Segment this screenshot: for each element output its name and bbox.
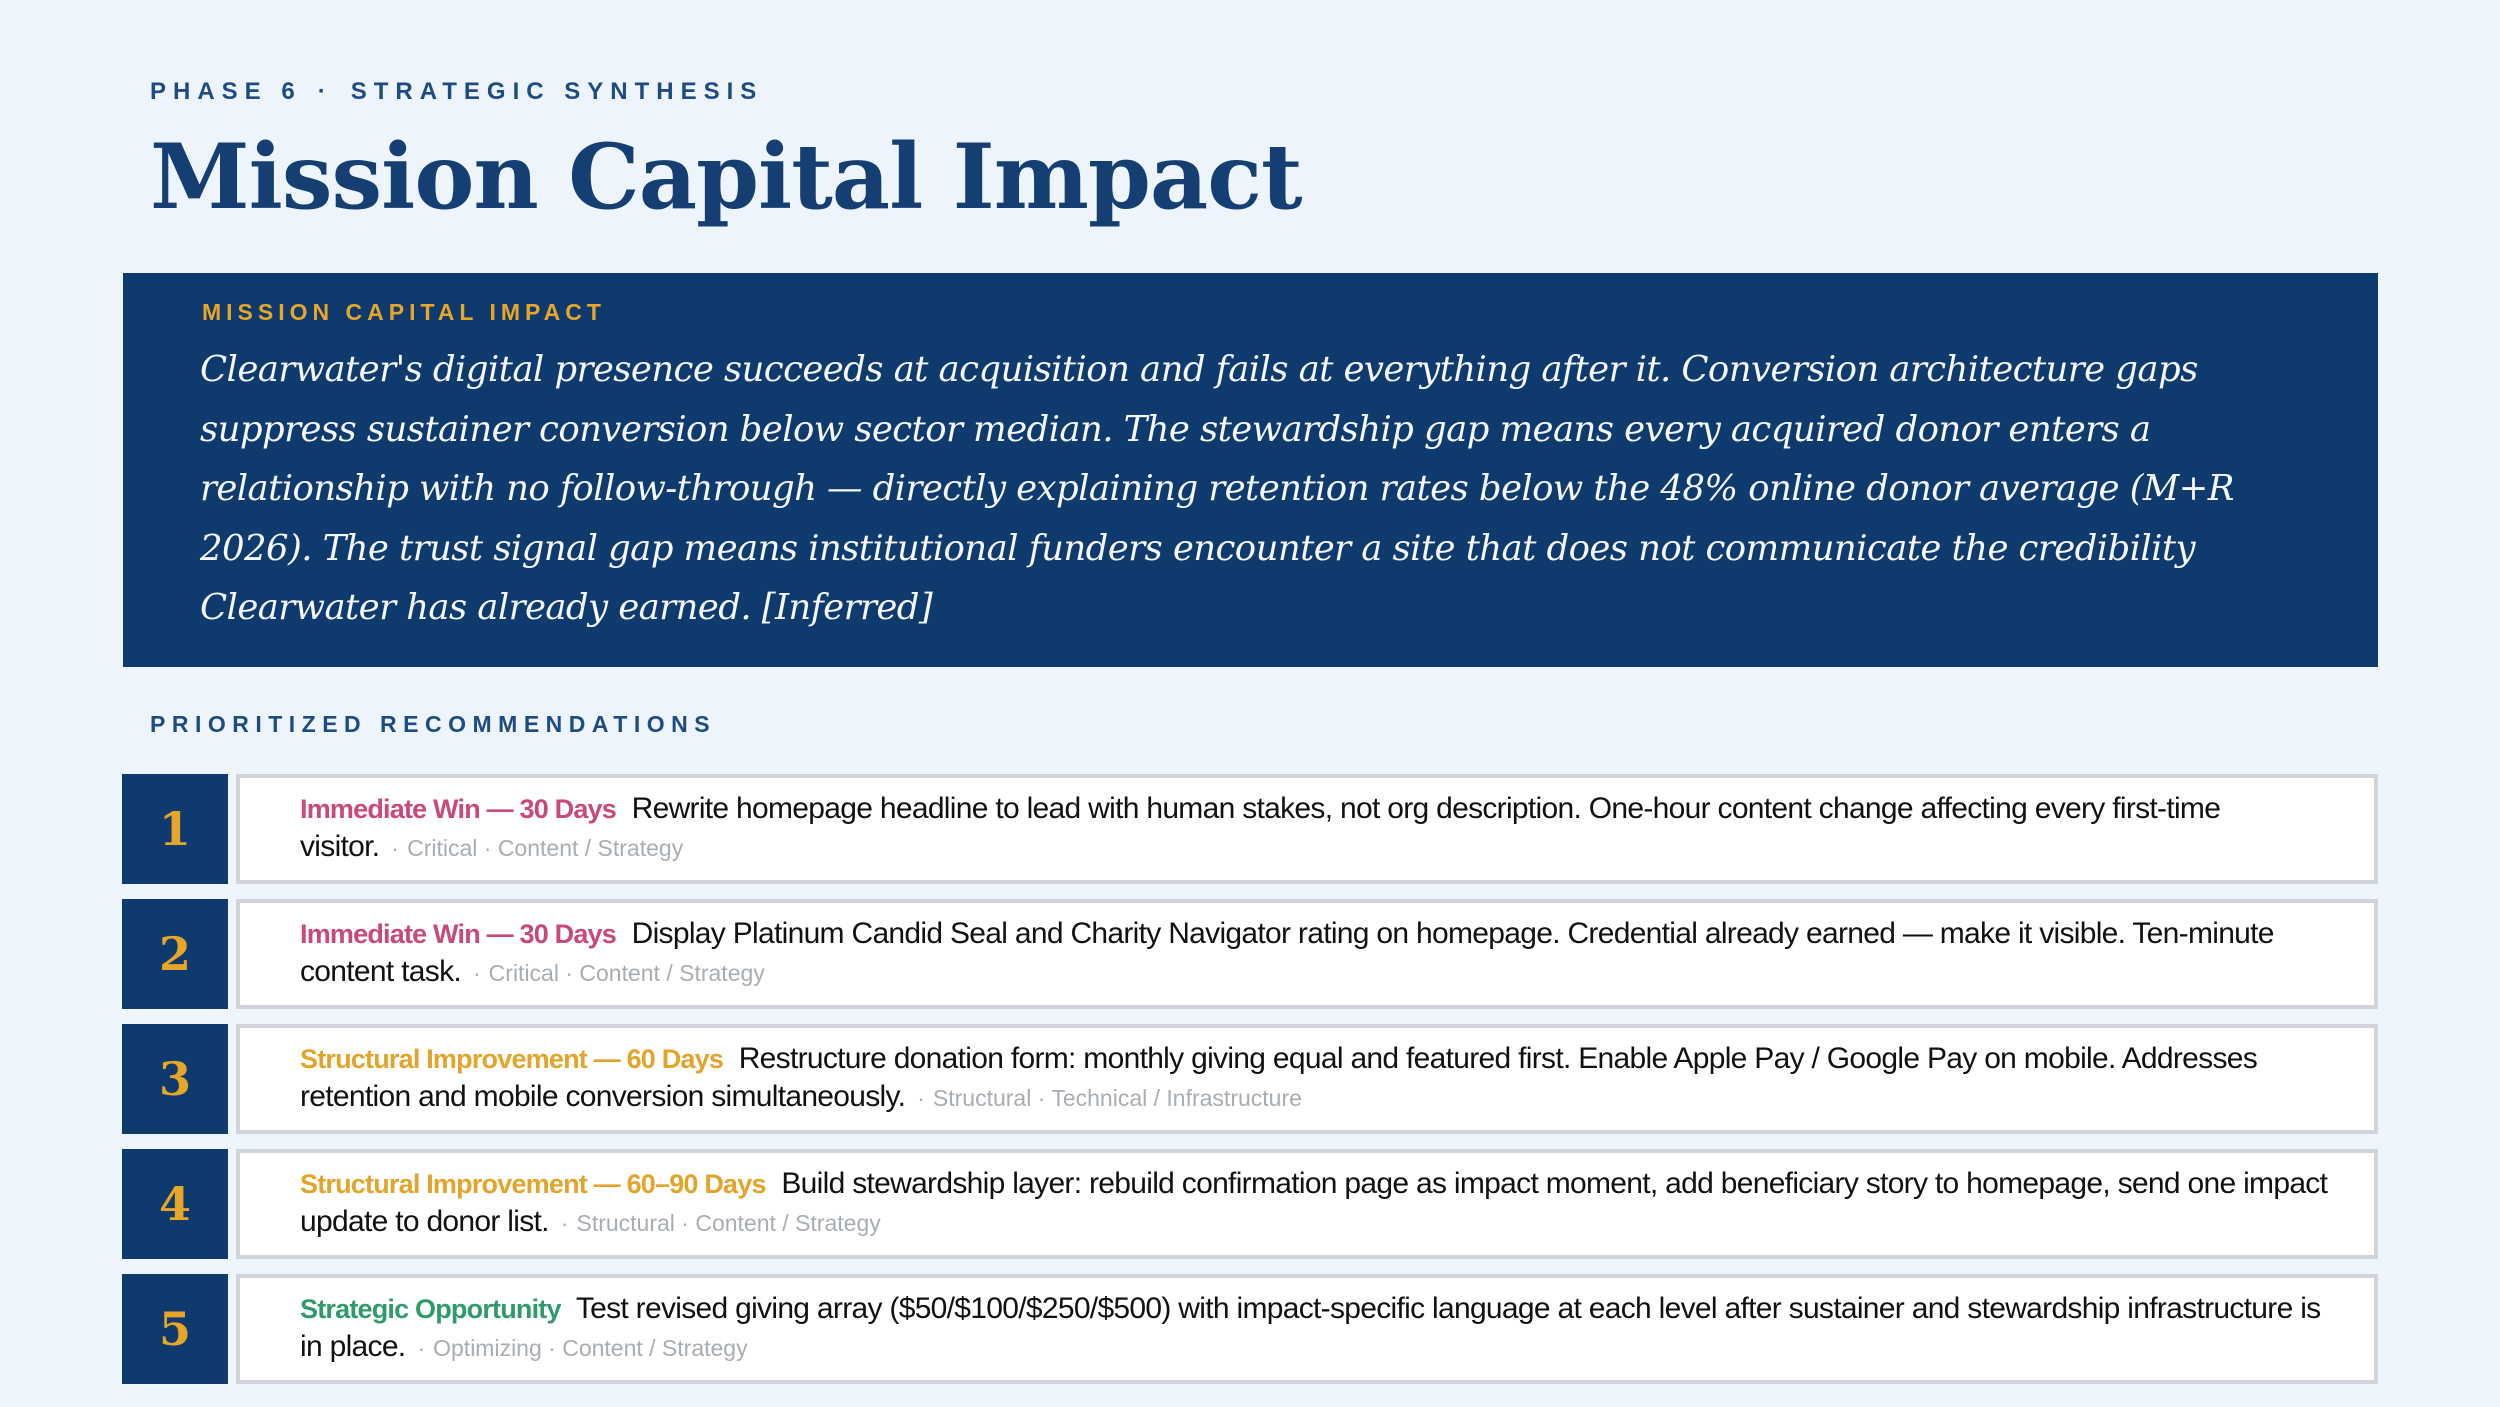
meta-separator: · <box>391 835 400 861</box>
meta-text: Optimizing · Content / Strategy <box>433 1335 748 1361</box>
eyebrow-separator: · <box>317 78 333 105</box>
recommendation-body <box>300 790 2334 867</box>
impact-callout <box>123 273 2378 667</box>
recommendation-number: 1 <box>122 774 228 884</box>
priority-tag: Structural Improvement — 60 Days <box>300 1044 724 1074</box>
meta-text: Critical · Content / Strategy <box>488 960 765 986</box>
recommendation-text: Rewrite homepage headline to lead with human stakes, not org description. One-hour content change affecting every first-time visitor. <box>300 792 2221 863</box>
meta-separator: · <box>473 960 481 986</box>
recommendation-text: Restructure donation form: monthly giving equal and featured first. Enable Apple Pay / Google Pay on mobile. Addresses retention and mobile conversion simultaneously. <box>300 1042 2258 1113</box>
priority-tag: Immediate Win — 30 Days <box>300 794 616 824</box>
recommendation-number: 4 <box>122 1149 228 1259</box>
recommendation-row <box>122 1274 2378 1384</box>
recommendations-heading: PRIORITIZED RECOMMENDATIONS <box>150 711 717 737</box>
priority-tag: Strategic Opportunity <box>300 1294 561 1324</box>
section-label: STRATEGIC SYNTHESIS <box>350 78 764 105</box>
impact-text: Clearwater's digital presence succeeds at acquisition and fails at everything after it. Conversion architecture gaps suppress sustainer conversion below sector median. The stewardship gap means every acquired donor enters a relationship with no follow-through — directly explaining retention rates below the 48% online donor average (M+R 2026). The trust signal gap means institutional funders encounter a site that does not communicate the credibility Clearwater has already earned. [Inferred] <box>200 349 2234 628</box>
recommendation-body <box>300 1165 2334 1242</box>
meta-text: Structural · Content / Strategy <box>576 1210 881 1236</box>
recommendation-meta <box>561 1210 881 1236</box>
recommendation-meta <box>391 835 683 861</box>
recommendation-card <box>236 1149 2378 1259</box>
meta-separator: · <box>917 1085 925 1111</box>
priority-tag: Immediate Win — 30 Days <box>300 919 616 949</box>
recommendation-number: 2 <box>122 899 228 1009</box>
meta-text: Critical · Content / Strategy <box>407 835 684 861</box>
recommendation-meta <box>917 1085 1302 1111</box>
recommendation-row <box>122 1149 2378 1259</box>
recommendation-body <box>300 1290 2334 1367</box>
recommendation-row <box>122 774 2378 884</box>
recommendation-card <box>236 774 2378 884</box>
recommendation-card <box>236 1024 2378 1134</box>
recommendation-text: Test revised giving array ($50/$100/$250/$500) with impact-specific language at each level after sustainer and stewardship infrastructure is in place. <box>300 1292 2321 1363</box>
recommendation-number: 5 <box>122 1274 228 1384</box>
recommendation-number: 3 <box>122 1024 228 1134</box>
meta-separator: · <box>560 1210 569 1236</box>
recommendation-body <box>300 915 2334 992</box>
recommendation-body <box>300 1040 2334 1117</box>
phase-eyebrow <box>150 78 763 106</box>
priority-tag: Structural Improvement — 60–90 Days <box>300 1169 766 1199</box>
impact-label: MISSION CAPITAL IMPACT <box>202 299 606 325</box>
recommendation-row <box>122 899 2378 1009</box>
meta-text: Structural · Technical / Infrastructure <box>932 1085 1302 1111</box>
recommendation-text: Build stewardship layer: rebuild confirmation page as impact moment, add beneficiary story to homepage, send one impact update to donor list. <box>300 1167 2328 1238</box>
recommendation-meta <box>417 1335 747 1361</box>
recommendation-text: Display Platinum Candid Seal and Charity Navigator rating on homepage. Credential already earned — make it visible. Ten-minute content task. <box>300 917 2274 988</box>
phase-label: PHASE 6 <box>150 78 302 105</box>
meta-separator: · <box>417 1335 426 1361</box>
page-title: Mission Capital Impact <box>150 124 1302 230</box>
recommendation-card <box>236 1274 2378 1384</box>
recommendation-meta <box>473 960 765 986</box>
recommendation-row <box>122 1024 2378 1134</box>
recommendation-card <box>236 899 2378 1009</box>
